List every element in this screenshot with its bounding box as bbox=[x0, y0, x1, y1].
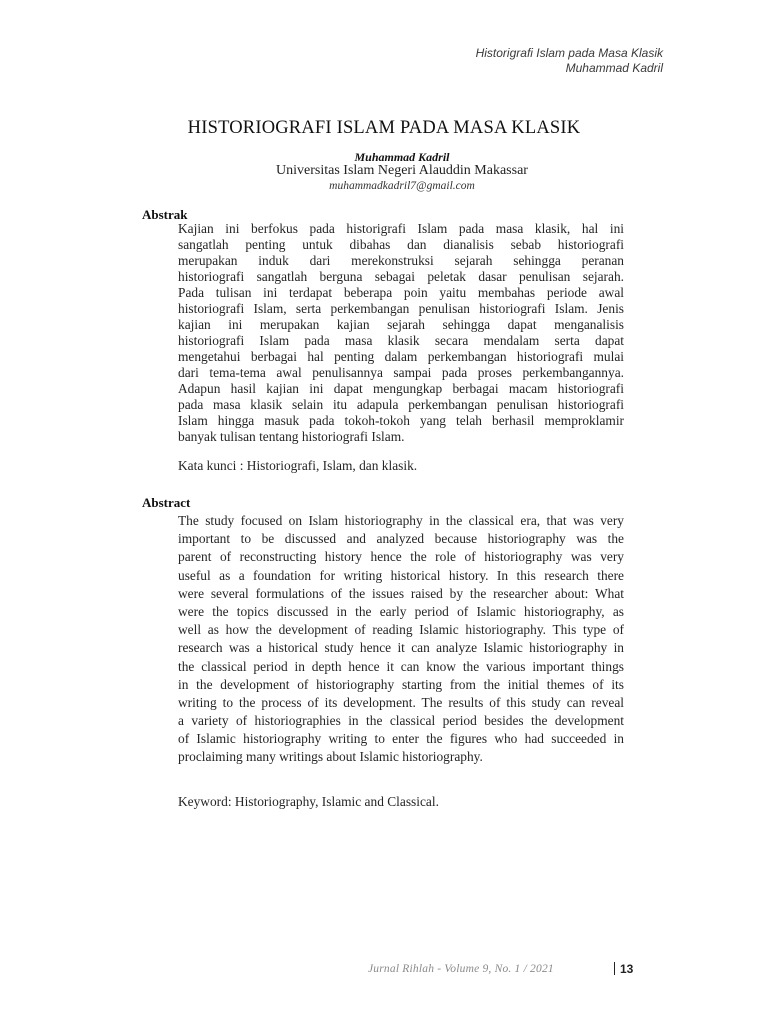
abstrak-line: mengetahui berbagai hal penting dalam perkembangan historiografi mulai bbox=[178, 349, 624, 364]
abstrak-line: banyak tulisan tentang historiografi Islam. bbox=[178, 429, 405, 444]
abstract-line: research was a historical study hence it can analyze Islamic historiography in bbox=[178, 640, 624, 656]
abstract-line: well as how the development of reading Islamic historiography. This type of bbox=[178, 622, 624, 638]
abstrak-line: kajian ini merupakan kajian sejarah sehingga dapat menganalisis bbox=[178, 317, 624, 332]
abstrak-line: Islam hingga masuk pada tokoh-tokoh yang telah berhasil memproklamir bbox=[178, 413, 624, 428]
abstrak-line: historiografi Islam pada masa klasik secara mendalam serta dapat bbox=[178, 333, 624, 348]
abstract-line: a variety of historiographies in the classical period besides the development bbox=[178, 713, 624, 729]
abstract-line: parent of reconstructing history hence the role of historiography was very bbox=[178, 549, 624, 565]
abstract-line: proclaiming many writings about Islamic historiography. bbox=[178, 749, 483, 765]
abstrak-line: Pada tulisan ini terdapat beberapa poin yaitu membahas periode awal bbox=[178, 285, 624, 300]
abstract-paragraph bbox=[178, 512, 624, 767]
abstrak-line: historiografi sangatlah berguna sebagai peletak dasar penulisan sejarah. bbox=[178, 269, 624, 284]
abstract-line: were the topics discussed in the early period of Islamic historiography, as bbox=[178, 603, 624, 619]
author-email: muhammadkadril7@gmail.com bbox=[329, 180, 475, 192]
abstrak-heading: Abstrak bbox=[142, 207, 188, 222]
abstrak-line: merupakan induk dari merekonstruksi sejarah sehingga peranan bbox=[178, 253, 624, 268]
author-name: Muhammad Kadril bbox=[354, 150, 450, 164]
footer-journal: Jurnal Rihlah - Volume 9, No. 1 / 2021 bbox=[368, 963, 554, 975]
abstrak-paragraph bbox=[178, 221, 624, 445]
abstrak-line: pada masa klasik selain itu adapula perkembangan penulisan historiografi bbox=[178, 397, 624, 412]
page-divider bbox=[614, 962, 615, 975]
page-number: 13 bbox=[620, 962, 634, 976]
abstract-line: in the development of historiography starting from the initial themes of its bbox=[178, 676, 624, 692]
abstrak-line: Adapun hasil kajian ini dapat mengungkap berbagai macam historiografi bbox=[178, 381, 624, 396]
running-header-author: Muhammad Kadril bbox=[565, 61, 663, 75]
abstract-line: writing to the process of its development. The results of this study can reveal bbox=[178, 694, 624, 710]
running-header bbox=[476, 46, 663, 76]
abstract-keywords: Keyword: Historiography, Islamic and Classical. bbox=[178, 794, 439, 809]
abstract-line: The study focused on Islam historiography in the classical era, that was very bbox=[178, 513, 624, 528]
abstrak-line: Kajian ini berfokus pada historigrafi Islam pada masa klasik, hal ini bbox=[178, 221, 624, 236]
abstrak-line: historiografi Islam, serta perkembangan penulisan historiografi Islam. Jenis bbox=[178, 301, 624, 316]
abstract-line: of Islamic historiography writing to enter the figures who had succeeded in bbox=[178, 731, 624, 747]
footer-page bbox=[614, 962, 633, 976]
abstract-line: the classical period in depth hence it can know the various important things bbox=[178, 658, 624, 674]
paper-title: HISTORIOGRAFI ISLAM PADA MASA KLASIK bbox=[187, 118, 581, 138]
abstract-line: useful as a foundation for writing historical history. In this research there bbox=[178, 567, 624, 583]
abstrak-keywords: Kata kunci : Historiografi, Islam, dan klasik. bbox=[178, 458, 418, 473]
abstract-line: were several formulations of the issues raised by the researcher about: What bbox=[178, 585, 624, 601]
abstrak-line: sangatlah penting untuk dibahas dan dianalisis sebab historiografi bbox=[178, 237, 624, 252]
running-header-title: Historigrafi Islam pada Masa Klasik bbox=[475, 46, 663, 60]
author-affiliation: Universitas Islam Negeri Alauddin Makassar bbox=[276, 163, 528, 178]
abstract-line: important to be discussed and analyzed because historiography was the bbox=[178, 531, 624, 547]
abstract-heading: Abstract bbox=[142, 495, 191, 510]
abstrak-line: dari tema-tema awal penulisannya sampai pada proses perkembangannya. bbox=[178, 365, 624, 380]
